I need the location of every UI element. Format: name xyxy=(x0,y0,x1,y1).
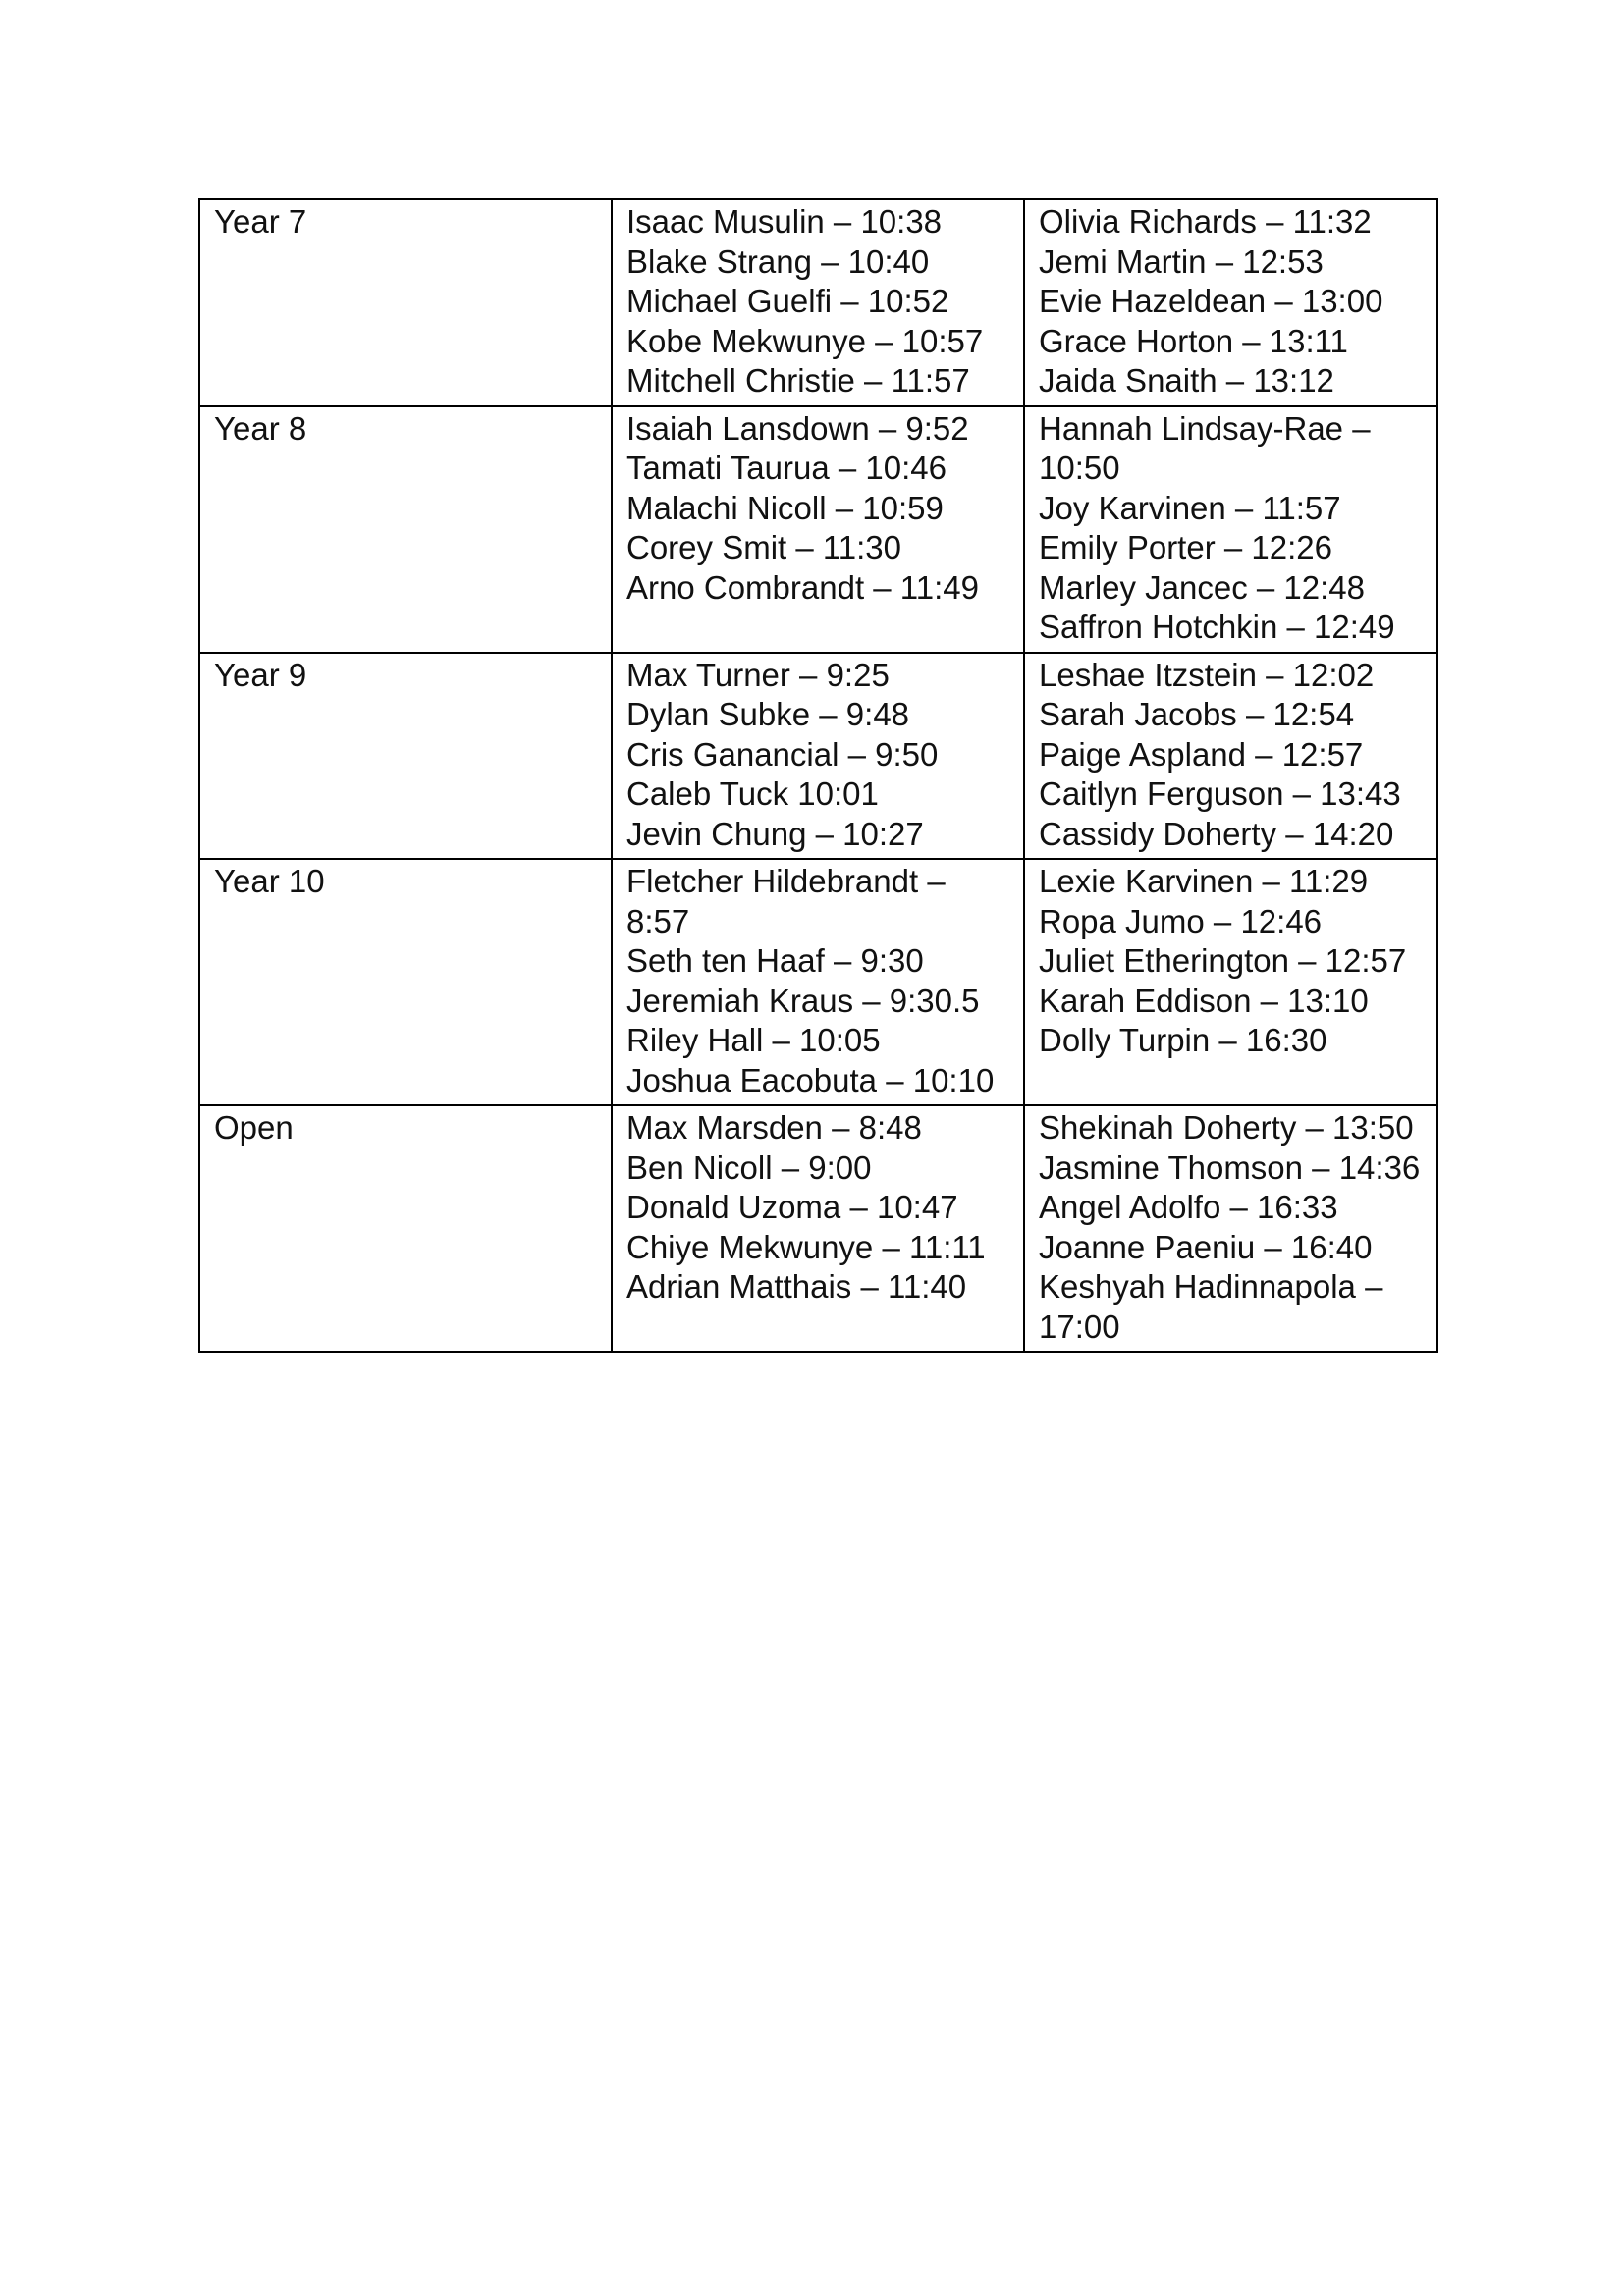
result-entry: Max Turner – 9:25 xyxy=(626,656,890,693)
result-entry: Caitlyn Ferguson – 13:43 xyxy=(1039,775,1401,812)
category-label: Year 8 xyxy=(214,409,307,447)
result-entry: Paige Aspland – 12:57 xyxy=(1039,735,1364,773)
category-cell xyxy=(199,406,612,653)
result-entry: Fletcher Hildebrandt – 8:57 xyxy=(626,863,946,939)
result-entry: Emily Porter – 12:26 xyxy=(1039,529,1332,565)
result-entry: Mitchell Christie – 11:57 xyxy=(626,362,970,399)
result-entry: Cassidy Doherty – 14:20 xyxy=(1039,815,1394,852)
category-label: Open xyxy=(214,1109,294,1146)
result-entry: Juliet Etherington – 12:57 xyxy=(1039,942,1407,979)
table-row xyxy=(199,653,1437,860)
result-entry: Dolly Turpin – 16:30 xyxy=(1039,1022,1327,1058)
result-entry: Cris Ganancial – 9:50 xyxy=(626,735,939,773)
result-entry: Saffron Hotchkin – 12:49 xyxy=(1039,609,1395,645)
result-entry: Lexie Karvinen – 11:29 xyxy=(1039,863,1369,899)
boys-results-cell xyxy=(612,653,1024,860)
result-entry: Sarah Jacobs – 12:54 xyxy=(1039,696,1355,732)
category-cell xyxy=(199,653,612,860)
result-entry: Jevin Chung – 10:27 xyxy=(626,815,924,852)
result-entry: Riley Hall – 10:05 xyxy=(626,1022,881,1058)
boys-results-cell xyxy=(612,199,1024,406)
result-entry: Dylan Subke – 9:48 xyxy=(626,696,910,732)
result-entry: Blake Strang – 10:40 xyxy=(626,242,930,280)
category-label: Year 10 xyxy=(214,863,325,899)
result-entry: Kobe Mekwunye – 10:57 xyxy=(626,322,984,359)
result-entry: Shekinah Doherty – 13:50 xyxy=(1039,1109,1414,1146)
category-cell xyxy=(199,859,612,1105)
girls-results-cell xyxy=(1024,199,1437,406)
result-entry: Joy Karvinen – 11:57 xyxy=(1039,489,1341,526)
result-entry: Corey Smit – 11:30 xyxy=(626,529,902,565)
result-entry: Chiye Mekwunye – 11:11 xyxy=(626,1228,986,1265)
result-entry: Jemi Martin – 12:53 xyxy=(1039,242,1324,280)
result-entry: Max Marsden – 8:48 xyxy=(626,1109,922,1146)
category-label: Year 9 xyxy=(214,656,307,693)
result-entry: Isaac Musulin – 10:38 xyxy=(626,203,943,240)
boys-results-cell xyxy=(612,1105,1024,1352)
result-entry: Seth ten Haaf – 9:30 xyxy=(626,942,924,979)
table-row xyxy=(199,199,1437,406)
table-row xyxy=(199,859,1437,1105)
category-cell xyxy=(199,199,612,406)
girls-results-cell xyxy=(1024,653,1437,860)
result-entry: Donald Uzoma – 10:47 xyxy=(626,1189,958,1225)
result-entry: Leshae Itzstein – 12:02 xyxy=(1039,656,1375,693)
result-entry: Caleb Tuck 10:01 xyxy=(626,775,879,812)
result-entry: Isaiah Lansdown – 9:52 xyxy=(626,409,969,447)
table-row xyxy=(199,1105,1437,1352)
result-entry: Adrian Matthais – 11:40 xyxy=(626,1268,967,1305)
result-entry: Keshyah Hadinnapola – 17:00 xyxy=(1039,1268,1383,1345)
result-entry: Evie Hazeldean – 13:00 xyxy=(1039,283,1383,319)
girls-results-cell xyxy=(1024,1105,1437,1352)
result-entry: Grace Horton – 13:11 xyxy=(1039,322,1348,359)
result-entry: Joanne Paeniu – 16:40 xyxy=(1039,1228,1373,1265)
result-entry: Michael Guelfi – 10:52 xyxy=(626,283,949,319)
result-entry: Tamati Taurua – 10:46 xyxy=(626,450,947,486)
result-entry: Jaida Snaith – 13:12 xyxy=(1039,362,1334,399)
result-entry: Karah Eddison – 13:10 xyxy=(1039,982,1369,1019)
girls-results-cell xyxy=(1024,859,1437,1105)
result-entry: Marley Jancec – 12:48 xyxy=(1039,568,1366,606)
table-row xyxy=(199,406,1437,653)
boys-results-cell xyxy=(612,406,1024,653)
results-table-body xyxy=(199,199,1437,1352)
result-entry: Hannah Lindsay-Rae – 10:50 xyxy=(1039,409,1371,486)
result-entry: Jeremiah Kraus – 9:30.5 xyxy=(626,982,980,1019)
girls-results-cell xyxy=(1024,406,1437,653)
category-label: Year 7 xyxy=(214,203,307,240)
results-table xyxy=(198,198,1438,1353)
boys-results-cell xyxy=(612,859,1024,1105)
result-entry: Ben Nicoll – 9:00 xyxy=(626,1148,872,1186)
result-entry: Malachi Nicoll – 10:59 xyxy=(626,489,944,526)
result-entry: Joshua Eacobuta – 10:10 xyxy=(626,1061,995,1098)
category-cell xyxy=(199,1105,612,1352)
result-entry: Angel Adolfo – 16:33 xyxy=(1039,1189,1338,1225)
result-entry: Arno Combrandt – 11:49 xyxy=(626,568,979,606)
result-entry: Jasmine Thomson – 14:36 xyxy=(1039,1148,1421,1186)
result-entry: Ropa Jumo – 12:46 xyxy=(1039,902,1323,939)
result-entry: Olivia Richards – 11:32 xyxy=(1039,203,1372,240)
